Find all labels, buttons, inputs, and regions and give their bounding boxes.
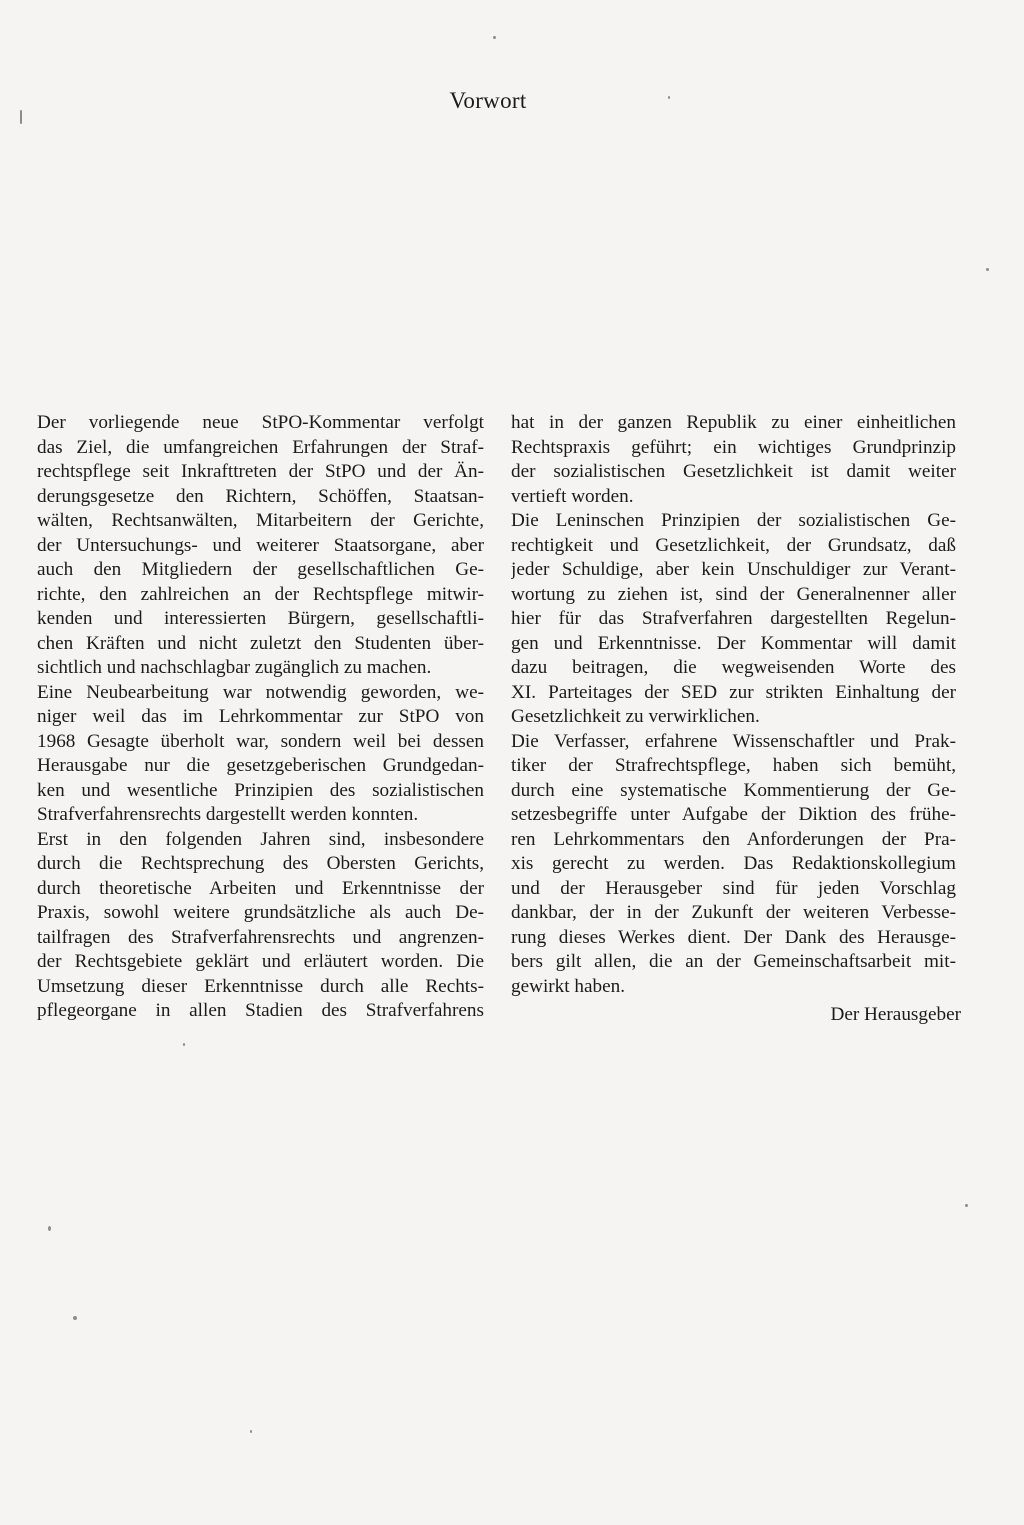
text-line: niger weil das im Lehrkommentar zur StPO von	[37, 706, 484, 727]
text-line: Erst in den folgenden Jahren sind, insbesondere	[37, 828, 484, 850]
text-line: Der vorliegende neue StPO-Kommentar verfolgt	[37, 412, 484, 433]
text-line: ken und wesentliche Prinzipien des sozialistischen	[37, 779, 484, 801]
text-line: durch die Rechtsprechung des Obersten Gerichts,	[37, 853, 484, 874]
text-line: Praxis, sowohl weitere grundsätzliche als auch De-	[37, 902, 484, 923]
page-title: Vorwort	[449, 88, 527, 113]
scan-speck	[965, 1204, 968, 1207]
text-line: dazu beitragen, die wegweisenden Worte des	[511, 657, 956, 678]
scan-speck	[183, 1043, 185, 1046]
text-line: wälten, Rechtsanwälten, Mitarbeitern der Gerichte,	[37, 510, 484, 531]
left-column	[37, 411, 484, 1024]
text-line: gen und Erkenntnisse. Der Kommentar will damit	[511, 632, 956, 654]
text-line: richte, den zahlreichen an der Rechtspflege mitwir-	[37, 583, 484, 605]
text-line: Eine Neubearbeitung war notwendig geworden, we-	[37, 681, 484, 703]
text-line: Herausgabe nur die gesetzgeberischen Grundgedan-	[37, 755, 484, 776]
text-line: tiker der Strafrechtspflege, haben sich bemüht,	[511, 755, 956, 776]
scan-speck	[493, 36, 496, 39]
signature: Der Herausgeber	[830, 1004, 961, 1025]
text-line: setzesbegriffe unter Aufgabe der Diktion des frühe-	[511, 804, 956, 825]
text-line: xis gerecht zu werden. Das Redaktionskollegium	[511, 853, 956, 874]
text-line: sichtlich und nachschlagbar zugänglich zu machen.	[37, 657, 432, 678]
text-line: Die Verfasser, erfahrene Wissenschaftler und Prak-	[511, 730, 956, 752]
text-line: durch theoretische Arbeiten und Erkenntnisse der	[37, 877, 484, 899]
scan-speck	[73, 1316, 77, 1320]
text-line: durch eine systematische Kommentierung der Ge-	[511, 779, 956, 801]
text-line: kenden und interessierten Bürgern, gesellschaftli-	[37, 608, 484, 629]
text-line: Die Leninschen Prinzipien der sozialistischen Ge-	[511, 510, 956, 531]
text-line: XI. Parteitages der SED zur strikten Einhaltung der	[511, 681, 956, 703]
text-line: dankbar, der in der Zukunft der weiteren Verbesse-	[511, 902, 956, 923]
text-line: hier für das Strafverfahren dargestellten Regelun-	[511, 608, 956, 629]
text-line: Rechtspraxis geführt; ein wichtiges Grundprinzip	[511, 436, 956, 458]
text-line: derungsgesetze den Richtern, Schöffen, Staatsan-	[37, 485, 484, 507]
text-line: Umsetzung dieser Erkenntnisse durch alle Rechts-	[37, 975, 484, 997]
text-line: auch den Mitgliedern der gesellschaftlichen Ge-	[37, 559, 484, 580]
text-line: pflegeorgane in allen Stadien des Strafverfahrens	[37, 1000, 484, 1021]
text-line: der sozialistischen Gesetzlichkeit ist damit weiter	[511, 461, 956, 482]
text-line: Strafverfahrensrechts dargestellt werden konnten.	[37, 804, 419, 825]
text-line: hat in der ganzen Republik zu einer einheitlichen	[511, 412, 956, 433]
text-line: chen Kräften und nicht zuletzt den Studenten über-	[37, 632, 484, 654]
scan-speck	[48, 1226, 51, 1231]
scan-speck	[20, 110, 22, 124]
text-line: tailfragen des Strafverfahrensrechts und angrenzen-	[37, 926, 484, 948]
text-line: rung dieses Werkes dient. Der Dank des Herausge-	[511, 926, 956, 948]
scan-speck	[250, 1430, 252, 1433]
text-line: und der Herausgeber sind für jeden Vorschlag	[511, 877, 956, 899]
text-line: gewirkt haben.	[511, 975, 626, 997]
text-line: bers gilt allen, die an der Gemeinschaftsarbeit mit-	[511, 951, 956, 972]
text-line: rechtspflege seit Inkrafttreten der StPO und der Än-	[37, 461, 484, 482]
right-column	[511, 411, 956, 999]
text-line: rechtigkeit und Gesetzlichkeit, der Grundsatz, daß	[511, 534, 956, 556]
text-line: jeder Schuldige, aber kein Unschuldiger zur Verant-	[511, 559, 956, 580]
text-line: der Rechtsgebiete geklärt und erläutert worden. Die	[37, 951, 484, 972]
scan-speck	[986, 268, 989, 271]
scan-speck	[668, 96, 670, 99]
text-line: vertieft worden.	[511, 485, 634, 507]
text-line: wortung zu ziehen ist, sind der Generalnenner aller	[511, 583, 956, 605]
text-line: 1968 Gesagte überholt war, sondern weil bei dessen	[37, 730, 484, 752]
text-line: ren Lehrkommentars den Anforderungen der Pra-	[511, 828, 956, 850]
text-line: das Ziel, die umfangreichen Erfahrungen der Straf-	[37, 436, 484, 458]
text-line: der Untersuchungs- und weiterer Staatsorgane, aber	[37, 534, 484, 556]
text-line: Gesetzlichkeit zu verwirklichen.	[511, 706, 760, 727]
